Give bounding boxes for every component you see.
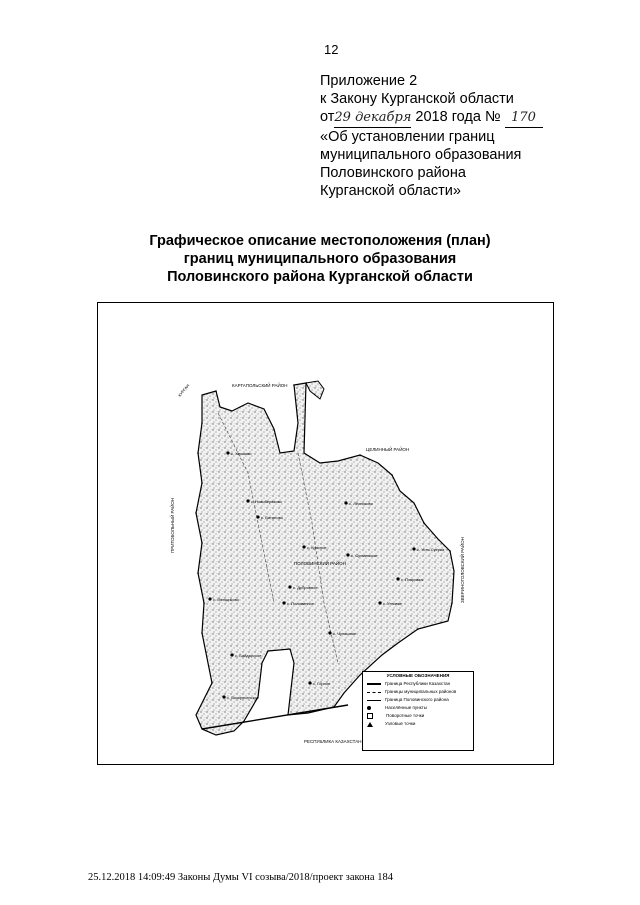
handwritten-law-number: 170 [505, 109, 543, 128]
settlement-marker [282, 601, 285, 604]
settlement-label: с. Лесниково [349, 501, 373, 506]
settlement-marker [256, 515, 259, 518]
settlement-marker [346, 553, 349, 556]
map-legend [362, 671, 474, 751]
settlement-marker [378, 601, 381, 604]
district-map [98, 303, 553, 764]
legend-item: Граница Половинского района [363, 696, 473, 704]
settlement-label: с. Сухменское [351, 553, 378, 558]
legend-item: Граница Республики Казахстан [363, 680, 473, 688]
settlement-marker [208, 597, 211, 600]
year-text: 2018 года № [411, 109, 505, 125]
district-boundary-north-lobe [306, 381, 324, 399]
appendix-line: Курганской области» [320, 183, 461, 199]
settlement-label: с. Половинное [287, 601, 315, 606]
neighbor-label-northwest: КУРГАН [176, 382, 191, 398]
neighbor-label-east: ЗВЕРИНОГОЛОВСКИЙ РАЙОН [460, 537, 465, 603]
settlement-marker [230, 653, 233, 656]
appendix-line: Половинского района [320, 165, 466, 181]
settlement-label: с. Чулошное [333, 631, 357, 636]
page-number: 12 [324, 42, 339, 57]
settlement-label: с. Покровка [401, 577, 423, 582]
settlement-label: с. Угловое [383, 601, 403, 606]
settlement-marker [288, 585, 291, 588]
title-line: границ муниципального образования [183, 251, 457, 267]
settlement-label: с. Горное [313, 681, 331, 686]
settlement-marker [344, 501, 347, 504]
title-line: Графическое описание местоположения (план) [149, 233, 491, 249]
legend-item: Границы муниципальных районов [363, 688, 473, 696]
footer-stamp: 25.12.2018 14:09:49 Законы Думы VI созыва/2018/проект закона 184 [88, 872, 393, 883]
settlement-label: с. Баталово [261, 515, 283, 520]
settlement-marker [396, 577, 399, 580]
neighbor-label-northeast: ЦЕЛИННЫЙ РАЙОН [366, 447, 410, 452]
neighbor-label-north: КАРГАПОЛЬСКИЙ РАЙОН [232, 383, 288, 388]
district-label: ПОЛОВИНСКИЙ РАЙОН [294, 561, 346, 566]
settlement-label: с. Усть-Суерка [417, 547, 445, 552]
settlement-marker [246, 499, 249, 502]
settlement-marker [412, 547, 415, 550]
appendix-line: «Об установлении границ [320, 129, 495, 145]
appendix-date-line [320, 108, 543, 128]
neighbor-label-south: РЕСПУБЛИКА КАЗАХСТАН [304, 739, 362, 744]
appendix-line: к Закону Курганской области [320, 91, 514, 107]
settlement-label: с. Хлызово [231, 451, 252, 456]
settlement-marker [222, 695, 225, 698]
neighbor-label-west: ПРИТОБОЛЬНЫЙ РАЙОН [170, 497, 175, 553]
settlement-label: с. Менщиково [213, 597, 239, 602]
appendix-line: муниципального образования [320, 147, 522, 163]
legend-item: Населённые пункты [363, 704, 473, 712]
handwritten-date: 29 декабря [334, 109, 411, 128]
settlement-label: с. Дубровное [293, 585, 318, 590]
title-line: Половинского района Курганской области [167, 269, 473, 285]
settlement-marker [328, 631, 331, 634]
settlement-marker [302, 545, 305, 548]
settlement-marker [308, 681, 311, 684]
date-prefix: от [320, 109, 335, 125]
legend-title: УСЛОВНЫЕ ОБОЗНАЧЕНИЯ [386, 673, 450, 678]
settlement-label: с. Красное [307, 545, 327, 550]
document-title [0, 232, 640, 286]
settlement-marker [226, 451, 229, 454]
map-frame [97, 302, 554, 765]
appendix-line: Приложение 2 [320, 73, 418, 89]
settlement-label: с. Байдарское [235, 653, 262, 658]
settlement-label: с. Новоберёзово [251, 499, 282, 504]
legend-item: Поворотные точки [363, 712, 473, 720]
appendix-header [320, 72, 543, 200]
settlement-label: с. Воскресенское [227, 695, 259, 700]
legend-item: Узловые точки [363, 720, 473, 728]
